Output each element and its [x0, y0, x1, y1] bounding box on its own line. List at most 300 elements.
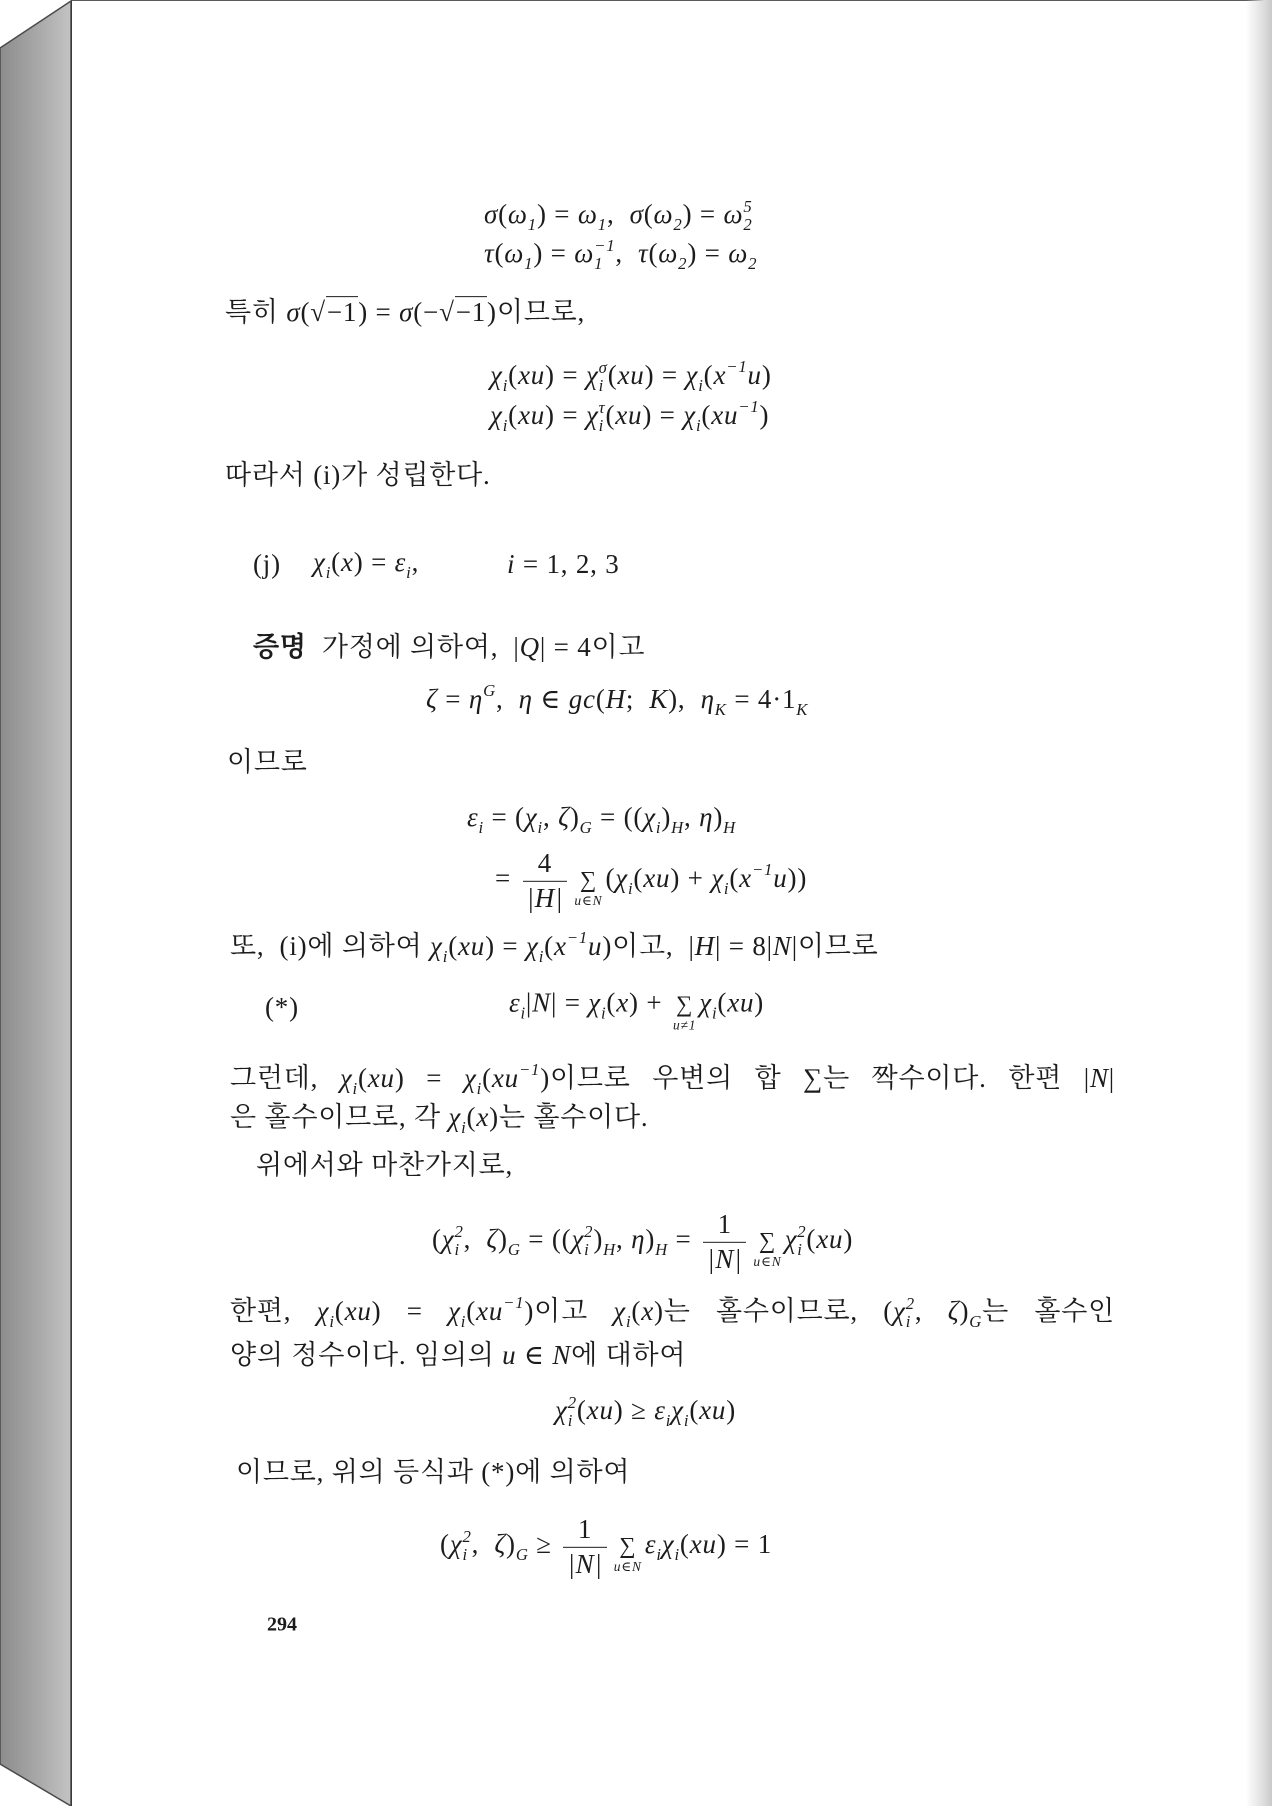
math-symbol: τ: [638, 238, 649, 269]
summation-limit: u∈N: [613, 1559, 642, 1575]
superscript: σ: [598, 358, 608, 378]
sub-superscript: [454, 1223, 463, 1258]
text-run: )이므로,: [487, 297, 586, 328]
text-run: (: [806, 1224, 817, 1255]
summation: [753, 1230, 781, 1268]
subscript: i: [325, 563, 332, 583]
subscript: H: [603, 1240, 616, 1260]
bold-heading: 증명: [253, 632, 307, 663]
text-run: ): [661, 802, 672, 833]
superscript: τ: [598, 398, 606, 418]
text-run: (: [595, 684, 606, 715]
text-run: ,: [471, 1529, 495, 1560]
equation-chi-squared-inner-product: [432, 1210, 853, 1274]
math-symbol: χ: [671, 1395, 684, 1426]
text-run: ,: [615, 238, 639, 269]
text-run: (: [703, 360, 714, 391]
fraction: [703, 1210, 746, 1274]
text-run: )는 홀수이므로, (: [653, 1296, 894, 1327]
subscript: 1: [527, 215, 537, 235]
math-symbol: ζ: [486, 1224, 499, 1255]
text-run: ,: [606, 199, 630, 230]
sub-superscript: [594, 237, 615, 272]
claim-label-j: [253, 548, 281, 582]
text-run: )): [787, 863, 808, 894]
text-run: (: [679, 1529, 690, 1560]
text-run: (: [482, 1063, 492, 1094]
sub-superscript: [906, 1295, 915, 1330]
math-symbol: χ: [893, 1296, 906, 1327]
summation-sign: ∑: [579, 867, 597, 893]
subscript: i: [584, 1239, 590, 1259]
text-run: (: [631, 1296, 642, 1327]
math-symbol: σ: [286, 297, 301, 328]
math-symbol: H: [605, 684, 626, 715]
math-symbol: ω: [653, 199, 674, 230]
math-symbol: ζ: [947, 1296, 960, 1327]
math-symbol: x: [641, 1296, 654, 1327]
summation-sign: ∑: [676, 991, 694, 1017]
math-symbol: u: [502, 1340, 517, 1371]
text-run: 에 대하여: [571, 1340, 687, 1371]
text-run: ),: [668, 684, 701, 715]
summation: [614, 1535, 642, 1573]
text-run: 또, (i)에 의하여: [230, 931, 431, 962]
subscript: 1: [597, 215, 607, 235]
text-line-by-equality: [236, 1456, 630, 1490]
equation-epsilon-inner-product: [467, 801, 736, 839]
math-symbol: χ: [661, 1529, 675, 1560]
text-run: (j): [253, 549, 281, 580]
text-run: 이므로: [227, 747, 308, 778]
math-symbol: i: [507, 549, 516, 580]
text-run: ,: [684, 802, 700, 833]
text-run: (: [466, 1296, 477, 1327]
text-run: ) ≥: [613, 1395, 655, 1426]
radicand: −1: [455, 297, 487, 328]
math-symbol: χ: [441, 1224, 455, 1255]
math-symbol: u: [773, 863, 788, 894]
subscript: i: [406, 563, 412, 583]
subscript: i: [598, 375, 605, 395]
superscript: −1: [566, 928, 588, 948]
subscript: 2: [748, 254, 758, 274]
text-run: = (: [483, 802, 525, 833]
text-run: 는 홀수인: [982, 1296, 1116, 1327]
subscript: K: [796, 700, 809, 720]
summation-sign: ∑: [758, 1228, 777, 1254]
text-run: ∈: [532, 684, 569, 715]
subscript: G: [507, 1240, 521, 1260]
text-run: (: [576, 1395, 587, 1426]
math-symbol: xu: [727, 987, 755, 1018]
text-run: ): [959, 1296, 970, 1327]
text-run: ): [645, 1224, 656, 1255]
subscript: i: [905, 1311, 912, 1331]
text-run: ) =: [687, 238, 729, 269]
superscript: 2: [905, 1294, 915, 1314]
text-run: (: [648, 238, 659, 269]
text-run: |이므로: [791, 931, 879, 962]
subscript: i: [600, 1003, 607, 1023]
math-symbol: χ: [685, 360, 699, 391]
text-run: (: [701, 400, 712, 431]
text-run: 특히: [225, 297, 287, 328]
subscript: i: [502, 376, 509, 396]
text-run: 가정에 의하여, |: [306, 632, 520, 663]
text-run: = 1, 2, 3: [515, 549, 620, 580]
superscript: −1: [738, 397, 760, 417]
sub-superscript: [584, 1223, 593, 1258]
text-run: (: [300, 297, 311, 328]
subscript: G: [515, 1545, 529, 1565]
text-run: ): [843, 1224, 854, 1255]
text-run: 이므로, 위의 등식과 (*)에 의하여: [236, 1457, 631, 1488]
math-symbol: ω: [658, 238, 679, 269]
math-symbol: xu: [344, 1296, 372, 1327]
text-run: | = 8|: [715, 931, 773, 962]
text-run: (: [508, 400, 518, 431]
math-symbol: xu: [699, 1395, 727, 1426]
text-run: (: [466, 1102, 477, 1133]
math-symbol: η: [631, 1224, 646, 1255]
math-symbol: η: [699, 802, 714, 833]
math-symbol: ε: [654, 1395, 666, 1426]
text-run: = ((: [592, 802, 644, 833]
text-run: (: [432, 1224, 442, 1255]
math-symbol: Q: [519, 632, 540, 663]
math-symbol: χ: [463, 1063, 477, 1094]
superscript: 2: [797, 1222, 807, 1242]
math-symbol: xu: [643, 863, 671, 894]
equation-chi-tau: [490, 397, 769, 437]
math-symbol: χ: [526, 931, 539, 962]
math-symbol: xu: [615, 400, 643, 431]
text-run: 따라서 (i)가 성립한다.: [225, 460, 491, 491]
subscript: i: [656, 1545, 662, 1565]
subscript: i: [711, 1003, 718, 1023]
text-run: ) =: [536, 199, 578, 230]
text-run: (: [643, 199, 654, 230]
subscript: i: [683, 1411, 690, 1431]
superscript: −1: [594, 236, 616, 256]
math-symbol: χ: [313, 547, 326, 578]
text-run: ∈: [516, 1340, 553, 1371]
math-symbol: xu: [476, 1296, 504, 1327]
subscript: i: [352, 1079, 358, 1099]
text-run: ) =: [485, 931, 526, 962]
fraction: [563, 1515, 606, 1579]
subscript: i: [698, 376, 704, 396]
text-run: )이므로 우변의 합 ∑는 짝수이다. 한편 |: [540, 1063, 1090, 1094]
fraction-denominator: |H|: [523, 881, 568, 914]
text-line-similarly: [256, 1149, 513, 1183]
text-run: ): [569, 802, 580, 833]
text-run: (: [357, 1063, 368, 1094]
math-symbol: N: [1089, 1063, 1109, 1094]
subscript: i: [695, 416, 702, 436]
math-symbol: u: [747, 360, 762, 391]
text-run: ,: [616, 1224, 632, 1255]
subscript: i: [442, 947, 449, 967]
math-symbol: χ: [490, 360, 503, 391]
subscript: 1: [594, 253, 604, 273]
text-run: ): [759, 400, 770, 431]
math-symbol: N: [772, 931, 792, 962]
subscript: 1: [524, 254, 534, 274]
text-run: ) =: [371, 1296, 449, 1327]
math-symbol: χ: [449, 1529, 463, 1560]
text-run: ) =: [545, 360, 586, 391]
subscript: 2: [678, 254, 688, 274]
radicand: −1: [326, 297, 358, 328]
math-symbol: χ: [643, 802, 656, 833]
text-line-odd-parity: [230, 1101, 648, 1139]
math-symbol: χ: [588, 987, 601, 1018]
text-run: (: [544, 931, 554, 962]
text-line-on-the-other-hand: [230, 1293, 1115, 1333]
math-symbol: σ: [399, 297, 414, 328]
fraction-numerator: 1: [577, 1513, 593, 1544]
subscript: i: [665, 1411, 672, 1431]
math-symbol: xu: [517, 360, 546, 391]
subscript: i: [476, 1079, 483, 1099]
fraction: [523, 849, 568, 913]
math-symbol: χ: [430, 931, 443, 962]
math-symbol: χ: [613, 1296, 626, 1327]
text-run: (: [607, 360, 618, 391]
fraction-numerator: 1: [717, 1208, 732, 1239]
subscript: i: [462, 1544, 468, 1564]
equation-epsilon-sum: [495, 849, 807, 913]
math-symbol: χ: [571, 1224, 585, 1255]
superscript: 2: [567, 1393, 577, 1413]
subscript: H: [655, 1240, 668, 1260]
subscript: i: [567, 1410, 574, 1430]
text-run: | =: [550, 987, 589, 1018]
text-run: ,: [411, 547, 420, 578]
math-symbol: ζ: [558, 802, 570, 833]
text-run: ): [593, 1224, 604, 1255]
text-run: ) =: [682, 199, 724, 230]
math-symbol: xu: [711, 400, 739, 431]
text-run: ,: [914, 1296, 948, 1327]
text-run: ): [506, 1529, 516, 1560]
math-symbol: χ: [784, 1224, 798, 1255]
text-run: 위에서와 마찬가지로,: [256, 1150, 514, 1181]
text-run: ,: [542, 802, 559, 833]
superscript: −1: [503, 1293, 525, 1313]
equation-zeta-eta: [426, 681, 808, 721]
square-root: [310, 296, 358, 327]
summation-limit: u∈N: [574, 893, 603, 909]
subscript: i: [674, 1545, 680, 1565]
subscript: K: [714, 700, 727, 720]
text-run: 은 홀수이므로, 각: [230, 1102, 449, 1133]
math-symbol: x: [476, 1102, 490, 1133]
equation-tau-action: [484, 237, 757, 275]
text-run: (: [331, 547, 341, 578]
summation-sign: ∑: [619, 1533, 637, 1559]
text-run: )이고, |: [602, 931, 695, 962]
math-symbol: xu: [617, 360, 645, 391]
math-symbol: ζ: [494, 1529, 507, 1560]
text-run: ) =: [642, 400, 684, 431]
text-run: = 4·1: [726, 684, 797, 715]
subscript: i: [655, 818, 662, 838]
superscript: 2: [584, 1222, 594, 1242]
text-line-hence: [227, 746, 308, 780]
text-run: (: [605, 400, 616, 431]
math-symbol: χ: [490, 400, 503, 431]
text-run: ): [761, 360, 772, 391]
fraction-denominator: |N|: [563, 1547, 606, 1580]
math-symbol: σ: [484, 199, 499, 230]
subscript: i: [538, 947, 545, 967]
math-symbol: x: [739, 863, 752, 894]
superscript: −1: [726, 357, 748, 377]
math-symbol: xu: [689, 1529, 717, 1560]
text-run: )이고: [524, 1296, 614, 1327]
subscript: G: [579, 818, 593, 838]
text-run: (: [717, 987, 728, 1018]
subscript: i: [329, 1312, 335, 1332]
math-symbol: gc: [568, 684, 596, 715]
fraction-numerator: 4: [537, 847, 553, 878]
text-line-however: [230, 1060, 1115, 1100]
math-symbol: xu: [367, 1063, 395, 1094]
text-run: =: [437, 684, 469, 715]
equation-star: [509, 986, 764, 1031]
subscript: i: [723, 879, 730, 899]
text-run: (: [494, 238, 505, 269]
subscript: 2: [743, 214, 753, 234]
fraction-denominator: |N|: [703, 1242, 746, 1275]
text-run: ) = 1: [716, 1529, 773, 1560]
math-symbol: χ: [448, 1102, 462, 1133]
subscript: i: [454, 1239, 460, 1259]
page-number: 294: [267, 1613, 297, 1636]
superscript: G: [483, 681, 496, 701]
subscript: 2: [673, 215, 683, 235]
math-symbol: x: [616, 987, 630, 1018]
square-root: [439, 296, 487, 327]
math-symbol: ω: [728, 238, 749, 269]
superscript: −1: [751, 860, 774, 880]
math-symbol: N: [552, 1340, 572, 1371]
summation-limit: u∈N: [753, 1254, 782, 1270]
text-run: ;: [625, 684, 650, 715]
claim-range-j: [507, 548, 620, 582]
subscript: i: [625, 1312, 632, 1332]
text-run: ,: [495, 684, 519, 715]
summation: [574, 869, 602, 907]
math-symbol: x: [340, 547, 354, 578]
text-run: ) =: [358, 297, 400, 328]
text-run: (: [689, 1395, 700, 1426]
math-symbol: x: [553, 931, 567, 962]
text-run: ) +: [629, 987, 670, 1018]
sub-superscript: [462, 1528, 471, 1563]
math-symbol: χ: [699, 987, 712, 1018]
subscript: i: [520, 1003, 526, 1023]
text-run: (: [729, 863, 740, 894]
superscript: 2: [454, 1222, 464, 1242]
math-symbol: ε: [509, 987, 521, 1018]
radical-sign: √: [439, 297, 455, 328]
math-symbol: χ: [585, 400, 599, 431]
math-symbol: χ: [711, 863, 724, 894]
subscript: i: [502, 416, 509, 436]
math-symbol: χ: [585, 360, 599, 391]
subscript: G: [969, 1312, 983, 1332]
summation: [673, 993, 696, 1031]
subscript: i: [460, 1312, 467, 1332]
text-run: ) =: [545, 400, 586, 431]
math-symbol: ε: [394, 547, 407, 578]
math-symbol: N: [532, 987, 551, 1018]
text-line-therefore: [225, 459, 491, 493]
text-line-also: [230, 928, 879, 968]
subscript: H: [671, 818, 685, 838]
text-run: ≥: [528, 1529, 560, 1560]
text-run: ) =: [353, 547, 395, 578]
equation-sigma-action: [484, 198, 753, 236]
text-run: 한편,: [230, 1296, 317, 1327]
text-run: (: [498, 199, 508, 230]
subscript: i: [598, 415, 605, 435]
summation-limit: u≠1: [672, 1017, 697, 1033]
math-symbol: xu: [586, 1395, 614, 1426]
subscript: i: [797, 1239, 803, 1259]
math-symbol: χ: [448, 1296, 461, 1327]
radical-sign: √: [310, 297, 326, 328]
text-run: ): [726, 1395, 736, 1426]
math-symbol: χ: [683, 400, 696, 431]
math-symbol: χ: [524, 802, 538, 833]
text-run: |: [1108, 1063, 1115, 1094]
math-symbol: ω: [504, 238, 525, 269]
text-run: (−: [413, 297, 440, 328]
text-run: (*): [265, 992, 299, 1023]
math-symbol: ζ: [426, 684, 438, 715]
subscript: i: [478, 818, 484, 838]
math-symbol: xu: [491, 1063, 519, 1094]
text-run: (: [334, 1296, 345, 1327]
text-run: (: [440, 1529, 450, 1560]
math-symbol: χ: [615, 863, 628, 894]
text-run: ,: [463, 1224, 487, 1255]
inequality-chi-squared: [555, 1394, 736, 1432]
text-run: (: [605, 863, 616, 894]
text-run: (: [606, 987, 617, 1018]
math-symbol: ε: [644, 1529, 657, 1560]
claim-formula-j: [313, 546, 419, 584]
text-run: (: [633, 863, 644, 894]
proof-line-assumption: [253, 631, 645, 665]
subscript: i: [627, 879, 634, 899]
text-run: = ((: [520, 1224, 572, 1255]
math-symbol: η: [700, 684, 715, 715]
text-run: =: [495, 863, 519, 894]
math-symbol: u: [588, 931, 603, 962]
sub-superscript: [599, 359, 608, 394]
math-symbol: xu: [457, 931, 486, 962]
math-symbol: xu: [816, 1224, 844, 1255]
text-run: =: [668, 1224, 700, 1255]
text-run: )는 홀수이다.: [489, 1102, 649, 1133]
math-symbol: η: [518, 684, 533, 715]
